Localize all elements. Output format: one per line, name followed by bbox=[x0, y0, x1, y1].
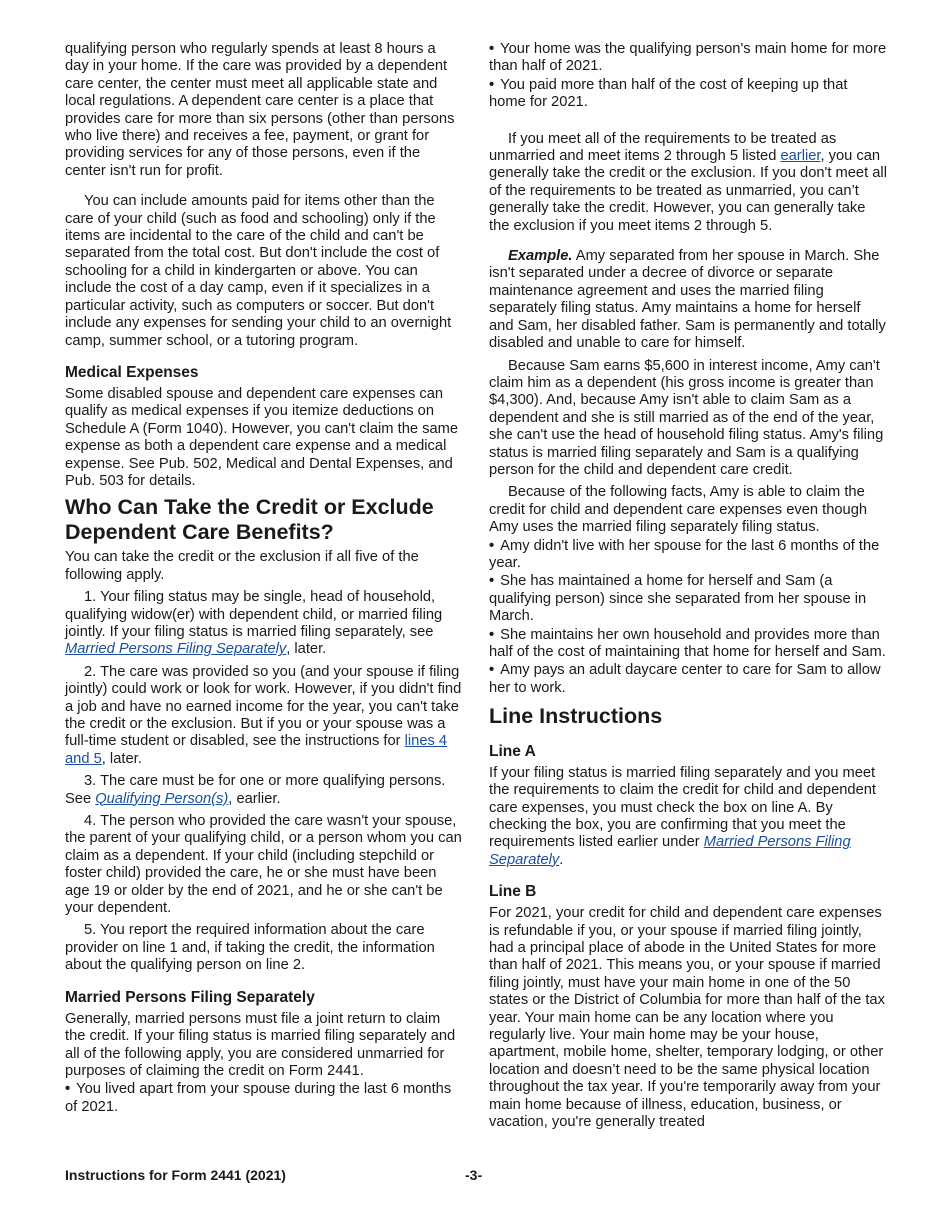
paragraph-meet-requirements bbox=[489, 131, 887, 235]
bullet-icon: • bbox=[489, 41, 495, 57]
paragraph-because-sam: Because Sam earns $5,600 in interest income, Amy can't claim him as a dependent (his gross income is greater than $4,300). And, because Amy isn't able to claim Sam as a dependent and she is still married as of the end of the year, she can't use the head of household filing status. Amy's filing status is married filing separately and Sam is a qualifying person for the child and dependent care credit. bbox=[489, 357, 884, 478]
link-married-persons-filing-separately[interactable]: Married Persons Filing Separately bbox=[65, 641, 287, 658]
bullet-icon: • bbox=[489, 626, 495, 643]
paragraph-because-facts: Because of the following facts, Amy is able to claim the credit for child and dependent care expenses even though Amy uses the married filing separately filing status. bbox=[489, 484, 868, 536]
heading-married-persons-filing-separately: Married Persons Filing Separately bbox=[65, 988, 315, 1006]
bullet-text: You paid more than half of the cost of keeping up that home for 2021. bbox=[489, 76, 848, 111]
paragraph-line-a bbox=[489, 765, 887, 869]
bullet-item bbox=[489, 77, 887, 112]
bullet-text: Amy pays an adult daycare center to care for Sam to allow her to work. bbox=[489, 662, 881, 696]
bullet-text: She maintains her own household and provides more than half of the cost of maintaining that home for herself and Sam. bbox=[489, 626, 886, 660]
paragraph-meet-tail: , you can generally take the credit or the exclusion. If you don't meet all of the requirements to be treated as unmarried, you can’t generally take the credit. However, you can generally take the exclusion if you meet items 2 through 5. bbox=[489, 148, 887, 234]
footer-form-title: Instructions for Form 2441 (2021) bbox=[65, 1167, 286, 1183]
heading-who-can-take-credit: Who Can Take the Credit or Exclude Dependent Care Benefits? bbox=[65, 495, 434, 544]
bullet-item bbox=[489, 627, 887, 662]
list-item-5: 5. You report the required information about the care provider on line 1 and, if taking the credit, the information about the qualifying person on line 2. bbox=[65, 922, 435, 974]
list-item-3 bbox=[65, 773, 462, 808]
paragraph-example bbox=[489, 248, 887, 352]
link-married-persons-filing-separately-2[interactable]: Married Persons Filing Separately bbox=[489, 834, 851, 868]
footer-page-number: -3- bbox=[465, 1167, 483, 1183]
heading-line-instructions: Line Instructions bbox=[489, 704, 663, 729]
bullet-text: Your home was the qualifying person's main home for more than half of 2021. bbox=[489, 41, 887, 75]
paragraph-dependent-care-center: qualifying person who regularly spends at least 8 hours a day in your home. If the care was provided by a dependent care center, the center must meet all applicable state and local regulations. A dependent care center is a place that provides care for more than six persons (other than persons who live there) and receives a fee, payment, or grant for providing services for any of those persons, even if the center isn't run for profit. bbox=[65, 41, 455, 179]
paragraph-medical-expenses: Some disabled spouse and dependent care expenses can qualify as medical expenses if you itemize deductions on Schedule A (Form 1040). However, you can't claim the same expense as both a dependent care expense and a medical expense. See Pub. 502, Medical and Dental Expenses, and Pub. 503 for details. bbox=[65, 385, 459, 489]
bullet-item bbox=[489, 41, 887, 76]
paragraph-meet-text: If you meet all of the requirements to be treated as unmarried and meet items 2 through 5 listed bbox=[489, 130, 837, 165]
paragraph-line-b: For 2021, your credit for child and dependent care expenses is refundable if you, or your spouse if married filing jointly, had a principal place of abode in the United States for more than half of 2021. This means you, or your spouse if married filing jointly, must have your main home in one of the 50 states or the District of Columbia for more than half of the tax year. Your main home can be any location where you regularly live. Your main home may be your house, apartment, mobile home, shelter, temporary lodging, or other location and doesn’t need to be the same physical location throughout the tax year. If you're temporarily away from your main home because of illness, education, business, or vacation, you're generally treated bbox=[489, 905, 885, 1131]
link-earlier[interactable]: earlier bbox=[780, 148, 821, 165]
bullet-icon: • bbox=[65, 1081, 71, 1098]
line-a-text: If your filing status is married filing separately and you meet the requirements to claim the credit for child and dependent care expenses, you must check the box on line A. By checking the box, you are confirming that you meet the requirements listed earlier under bbox=[489, 764, 876, 851]
right-column bbox=[489, 41, 887, 1136]
bullet-icon: • bbox=[489, 537, 495, 554]
bullet-item bbox=[489, 573, 887, 625]
list-item-2-tail: , later. bbox=[101, 750, 142, 767]
bullet-icon: • bbox=[489, 76, 495, 93]
bullet-item bbox=[489, 662, 887, 697]
bullet-text: You lived apart from your spouse during the last 6 months of 2021. bbox=[65, 1081, 452, 1115]
paragraph-married-persons: Generally, married persons must file a joint return to claim the credit. If your filing status is married filing separately and all of the following apply, you are considered unmarried for purposes of claiming the credit on Form 2441. bbox=[65, 1010, 456, 1079]
bullet-icon: • bbox=[489, 573, 495, 590]
list-item-1-tail: , later. bbox=[286, 641, 327, 658]
heading-medical-expenses: Medical Expenses bbox=[65, 363, 199, 381]
left-column bbox=[65, 41, 462, 1117]
bullet-text: She has maintained a home for herself and Sam (a qualifying person) since she separated from her spouse in March. bbox=[489, 573, 867, 625]
bullet-text: Amy didn't live with her spouse for the last 6 months of the year. bbox=[489, 537, 880, 571]
list-item-2-text: 2. The care was provided so you (and your spouse if filing jointly) could work or look for work. However, if you didn't find a job and have no earned income for the year, you can't take the credit or the exclusion. But if you or your spouse was a full-time student or disabled, see the instructions for bbox=[65, 663, 462, 750]
heading-line-b: Line B bbox=[489, 883, 537, 901]
line-a-tail: . bbox=[559, 851, 564, 868]
paragraph-incidental-items: You can include amounts paid for items other than the care of your child (such as food and schooling) only if the items are incidental to the care of the child and can't be separated from the total cost. But don't include the cost of schooling for a child in kindergarten or above. You can include the cost of a day camp, even if it specializes in a particular activity, such as computers or soccer. But don't include any expenses for sending your child to an overnight camp, summer school, or a tutoring program. bbox=[65, 193, 452, 349]
list-item-1-text: 1. Your filing status may be single, head of household, qualifying widow(er) with dependent child, or married filing jointly. If your filing status is married filing separately, see bbox=[65, 589, 443, 640]
heading-line-a: Line A bbox=[489, 742, 536, 760]
paragraph-who-intro: You can take the credit or the exclusion if all five of the following apply. bbox=[65, 549, 419, 583]
bullet-icon: • bbox=[489, 662, 495, 679]
example-label: Example. bbox=[508, 248, 573, 265]
example-text: Amy separated from her spouse in March. She isn't separated under a decree of divorce or separate maintenance agreement and uses the married filing separately filing status. Amy maintains a home for herself and Sam, her disabled father. Sam is permanently and totally disabled and unable to care for himself. bbox=[489, 248, 886, 352]
list-item-1 bbox=[65, 589, 462, 659]
link-lines-4-and-5[interactable]: lines 4 and 5 bbox=[65, 733, 448, 767]
list-item-3-tail: , earlier. bbox=[228, 790, 281, 807]
bullet-item bbox=[489, 538, 887, 573]
list-item-2 bbox=[65, 664, 462, 768]
list-item-3-text: 3. The care must be for one or more qualifying persons. See bbox=[65, 773, 446, 807]
link-qualifying-persons[interactable]: Qualifying Person(s) bbox=[95, 790, 229, 807]
list-item-4: 4. The person who provided the care wasn't your spouse, the parent of your qualifying child, or a person whom you can claim as a dependent. If your child (including stepchild or foster child) provided the care, he or she must have been age 19 or older by the end of 2021, and he or she can't be your dependent. bbox=[65, 813, 462, 917]
bullet-item bbox=[65, 1081, 462, 1116]
